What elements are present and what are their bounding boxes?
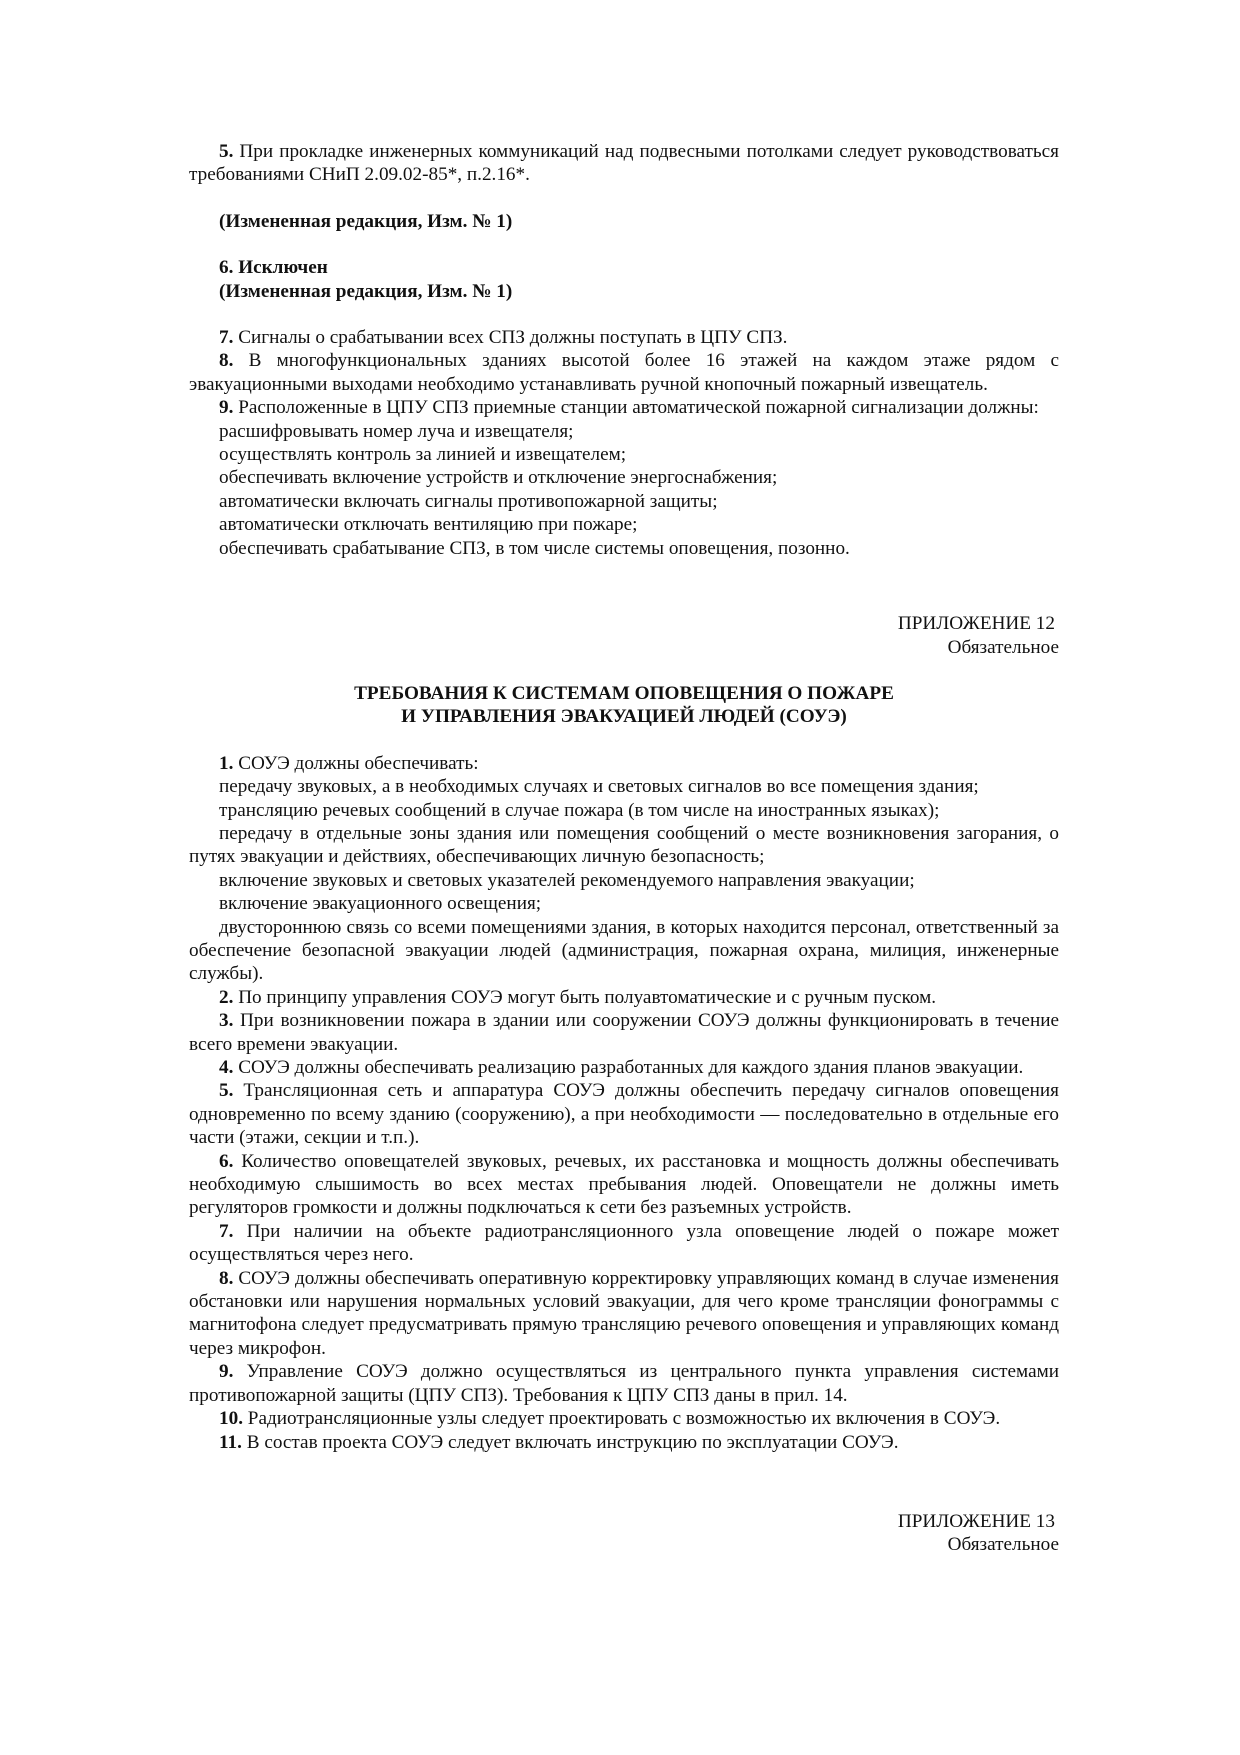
paragraph-item-9 (189, 396, 1059, 419)
item-text: СОУЭ должны обеспечивать: (233, 752, 479, 774)
item-number: 8. (219, 1267, 234, 1289)
item-number: 2. (219, 986, 234, 1008)
paragraph-item-1 (189, 752, 1059, 775)
item-number: 9. (219, 1361, 234, 1383)
item-number: 4. (219, 1057, 234, 1078)
edition-note: (Измененная редакция, Изм. № 1) (219, 210, 513, 232)
item-text: При прокладке инженерных коммуникаций над подвесными потолками следует руководствоваться требованиями СНиП 2.09.02-85*, п.2.16*. (189, 141, 1059, 186)
item-text: При наличии на объекте радиотрансляционного узла оповещение людей о пожаре может осуществляться через него. (189, 1220, 1059, 1266)
item-text: Сигналы о срабатывании всех СПЗ должны поступать в ЦПУ СПЗ. (233, 327, 788, 349)
item-number: 7. (219, 327, 234, 349)
list-item: включение звуковых и световых указателей рекомендуемого направления эвакуации; (219, 869, 915, 891)
item-text: Радиотрансляционные узлы следует проектировать с возможностью их включения в СОУЭ. (242, 1408, 1001, 1430)
appendix-status: Обязательное (947, 636, 1059, 658)
list-item: трансляцию речевых сообщений в случае пожара (в том числе на иностранных языках); (219, 799, 940, 821)
list-item: осуществлять контроль за линией и извещателем; (219, 444, 627, 466)
item-number: 8. (219, 350, 234, 372)
item-number: 11. (219, 1431, 242, 1453)
appendix-label: ПРИЛОЖЕНИЕ 13 (897, 1510, 1055, 1532)
document-page (189, 140, 1059, 1557)
item-number: 3. (219, 1010, 234, 1032)
paragraph-item (189, 1056, 1059, 1079)
list-item: передачу в отдельные зоны здания или помещения сообщений о месте возникновения загорания, о путях эвакуации и действиях, обеспечивающих личную безопасность; (189, 822, 1059, 868)
paragraph-item (189, 986, 1059, 1009)
list-item: включение эвакуационного освещения; (219, 893, 542, 915)
item-text: СОУЭ должны обеспечивать реализацию разработанных для каждого здания планов эвакуации. (233, 1057, 1024, 1078)
list-item: автоматически включать сигналы противопожарной защиты; (219, 490, 718, 512)
list-item: автоматически отключать вентиляцию при пожаре; (219, 514, 638, 536)
item-number: 5. (219, 1080, 234, 1102)
item-text: По принципу управления СОУЭ могут быть полуавтоматические и с ручным пуском. (233, 986, 937, 1008)
item-text: При возникновении пожара в здании или сооружении СОУЭ должны функционировать в течение всего времени эвакуации. (189, 1010, 1059, 1055)
item-number: 9. (219, 397, 234, 419)
paragraph-item-7 (189, 326, 1059, 349)
paragraph-item (189, 1150, 1059, 1220)
item-number: 7. (219, 1220, 234, 1242)
item-text: В состав проекта СОУЭ следует включать инструкцию по эксплуатации СОУЭ. (241, 1431, 899, 1453)
item-text: В многофункциональных зданиях высотой более 16 этажей на каждом этаже рядом с эвакуационными выходами необходимо устанавливать ручной кнопочный пожарный извещатель. (189, 350, 1059, 395)
list-item: расшифровывать номер луча и извещателя; (219, 420, 574, 442)
paragraph-item-8 (189, 349, 1059, 396)
item-text: СОУЭ должны обеспечивать оперативную корректировку управляющих команд в случае изменения обстановки или нарушения нормальных условий эвакуации, для чего кроме трансляции фонограммы с магнитофона следует предусматривать прямую трансляцию речевого оповещения и управляющих команд через микрофон. (189, 1267, 1059, 1359)
section-heading: ТРЕБОВАНИЯ К СИСТЕМАМ ОПОВЕЩЕНИЯ О ПОЖАРЕ (354, 682, 894, 704)
appendix-label: ПРИЛОЖЕНИЕ 12 (897, 613, 1055, 635)
edition-note: (Измененная редакция, Изм. № 1) (219, 280, 513, 302)
list-item: двустороннюю связь со всеми помещениями здания, в которых находится персонал, ответственный за обеспечение безопасной эвакуации людей (администрация, пожарная охрана, милиция, инженерные службы). (189, 916, 1059, 985)
item-text: Трансляционная сеть и аппаратура СОУЭ должны обеспечить передачу сигналов оповещения одновременно по всему зданию (сооружению), а при необходимости — последовательно в отдельные его части (этажи, секции и т.п.). (189, 1080, 1059, 1149)
paragraph-item (189, 1360, 1059, 1407)
paragraph-item (189, 1431, 1059, 1454)
list-item: обеспечивать включение устройств и отключение энергоснабжения; (219, 467, 778, 489)
paragraph-item (189, 1407, 1059, 1430)
list-item: обеспечивать срабатывание СПЗ, в том числе системы оповещения, позонно. (219, 537, 850, 559)
item-number: 1. (219, 752, 234, 774)
paragraph-item (189, 1009, 1059, 1056)
appendix-status: Обязательное (947, 1534, 1059, 1556)
item-6-excluded: 6. Исключен (219, 257, 328, 279)
paragraph-item (189, 1267, 1059, 1361)
paragraph-item (189, 1220, 1059, 1267)
item-number: 6. (219, 1150, 234, 1172)
item-text: Количество оповещателей звуковых, речевых, их расстановка и мощность должны обеспечивать необходимую слышимость во всех местах пребывания людей. Оповещатели не должны иметь регуляторов громкости и должны подключаться к сети без разъемных устройств. (189, 1150, 1059, 1219)
item-number: 5. (219, 141, 234, 162)
item-number: 10. (219, 1408, 243, 1430)
paragraph-item (189, 1079, 1059, 1149)
item-text: Управление СОУЭ должно осуществляться из центрального пункта управления системами противопожарной защиты (ЦПУ СПЗ). Требования к ЦПУ СПЗ даны в прил. 14. (189, 1361, 1059, 1406)
item-text: Расположенные в ЦПУ СПЗ приемные станции автоматической пожарной сигнализации должны: (233, 397, 1039, 419)
paragraph-item-5 (189, 140, 1059, 187)
list-item: передачу звуковых, а в необходимых случаях и световых сигналов во все помещения здания; (219, 776, 979, 798)
section-heading: И УПРАВЛЕНИЯ ЭВАКУАЦИЕЙ ЛЮДЕЙ (СОУЭ) (401, 706, 847, 728)
